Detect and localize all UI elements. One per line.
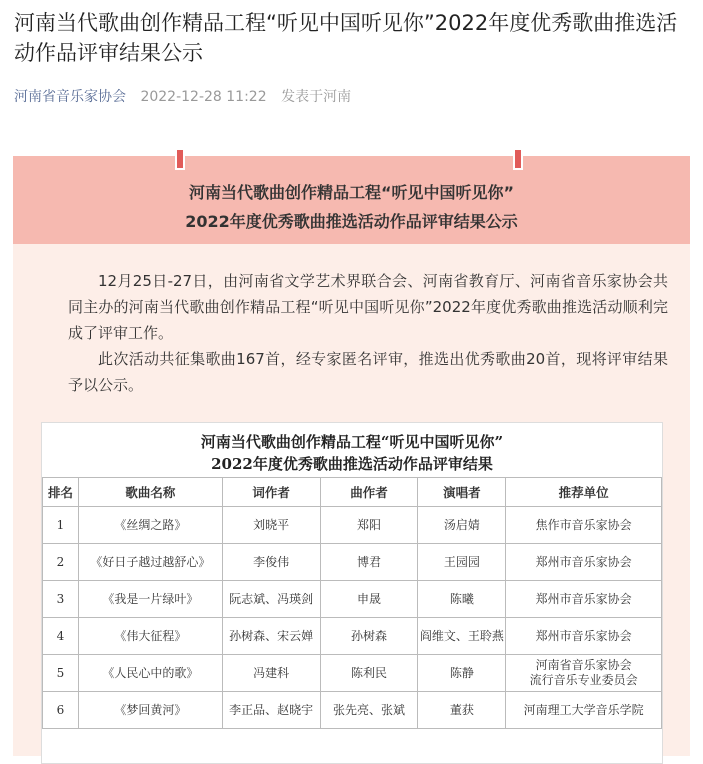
cell-song: 《好日子越过越舒心》 [78,544,222,581]
table-row [43,618,662,655]
cell-singer: 汤启婧 [418,507,506,544]
cell-unit-line2: 流行音乐专业委员会 [529,673,638,687]
cell-singer: 王园园 [418,544,506,581]
table-title-line2: 2022年度优秀歌曲推选活动作品评审结果 [211,455,493,473]
cell-lyricist: 阮志斌、冯瑛剑 [222,581,320,618]
banner-title-line1: 河南当代歌曲创作精品工程“听见中国听见你” [188,183,515,202]
cell-unit [506,692,662,729]
cell-rank: 4 [43,618,79,655]
banner-title-line2: 2022年度优秀歌曲推选活动作品评审结果公示 [185,212,518,231]
results-table [42,477,662,729]
table-row [43,581,662,618]
table-row [43,544,662,581]
cell-singer: 陈静 [418,655,506,692]
header-rank: 排名 [43,478,79,507]
table-row [43,655,662,692]
cell-composer: 申晟 [320,581,418,618]
cell-unit [506,618,662,655]
cell-composer: 博君 [320,544,418,581]
account-link[interactable]: 河南省音乐家协会 [14,89,126,105]
cell-composer: 孙树森 [320,618,418,655]
cell-lyricist: 冯建科 [222,655,320,692]
cell-lyricist: 刘晓平 [222,507,320,544]
cell-unit [506,507,662,544]
cell-unit-line1: 河南理工大学音乐学院 [523,702,644,717]
banner-tab-left [175,148,185,170]
header-song: 歌曲名称 [78,478,222,507]
header-lyricist: 词作者 [222,478,320,507]
cell-song: 《伟大征程》 [78,618,222,655]
cell-rank: 5 [43,655,79,692]
cell-unit [506,544,662,581]
header-singer: 演唱者 [418,478,506,507]
cell-unit [506,655,662,692]
cell-composer: 张先亮、张斌 [320,692,418,729]
cell-song: 《梦回黄河》 [78,692,222,729]
cell-lyricist: 孙树森、宋云婵 [222,618,320,655]
cell-unit [506,581,662,618]
article-title: 河南当代歌曲创作精品工程“听见中国听见你”2022年度优秀歌曲推选活动作品评审结果公示 [14,11,678,65]
table-row [43,692,662,729]
cell-singer: 阎维文、王聆燕 [418,618,506,655]
results-table-image [41,422,663,764]
table-title-line1: 河南当代歌曲创作精品工程“听见中国听见你” [200,433,504,451]
cell-rank: 3 [43,581,79,618]
publish-location: 发表于河南 [281,89,352,105]
banner [13,156,690,244]
article-meta [14,86,351,106]
cell-lyricist: 李俊伟 [222,544,320,581]
cell-lyricist: 李正品、赵晓宇 [222,692,320,729]
cell-unit-line1: 郑州市音乐家协会 [535,591,632,606]
body-paragraph-1: 12月25日-27日，由河南省文学艺术界联合会、河南省教育厅、河南省音乐家协会共同主办的河南当代歌曲创作精品工程“听见中国听见你”2022年度优秀歌曲推选活动顺利完成了评审工作。 [68,272,668,342]
header-unit: 推荐单位 [506,478,662,507]
cell-rank: 2 [43,544,79,581]
table-row [43,507,662,544]
cell-song: 《我是一片绿叶》 [78,581,222,618]
cell-song: 《人民心中的歌》 [78,655,222,692]
publish-date: 2022-12-28 11:22 [140,89,267,105]
cell-unit-line1: 焦作市音乐家协会 [535,517,632,532]
cell-composer: 陈利民 [320,655,418,692]
cell-unit-line1: 河南省音乐家协会 [535,658,632,672]
cell-rank: 1 [43,507,79,544]
content-panel [13,156,690,756]
header-composer: 曲作者 [320,478,418,507]
cell-singer: 陈曦 [418,581,506,618]
cell-composer: 郑阳 [320,507,418,544]
cell-singer: 董获 [418,692,506,729]
body-paragraph-2: 此次活动共征集歌曲167首，经专家匿名评审，推选出优秀歌曲20首，现将评审结果予以公示。 [68,350,668,394]
banner-tab-right [513,148,523,170]
table-header-row [43,478,662,507]
cell-song: 《丝绸之路》 [78,507,222,544]
cell-unit-line1: 郑州市音乐家协会 [535,554,632,569]
cell-unit-line1: 郑州市音乐家协会 [535,628,632,643]
cell-rank: 6 [43,692,79,729]
